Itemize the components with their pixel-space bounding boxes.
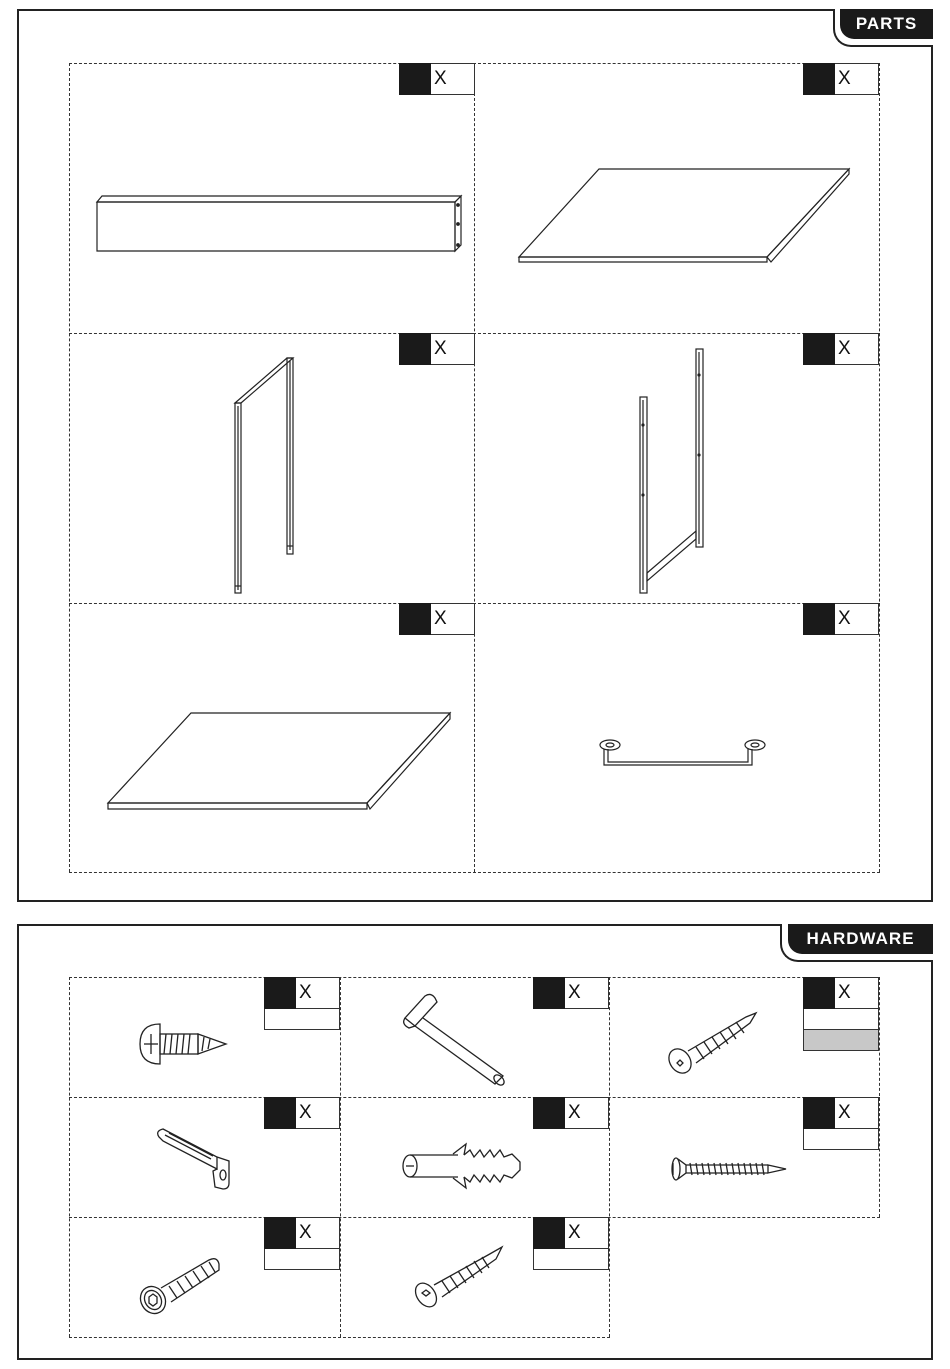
hanging-rail-illustration <box>590 735 775 775</box>
qty-fill <box>803 63 835 95</box>
grid-line <box>609 977 610 1337</box>
qty-mark: X <box>835 333 879 365</box>
grid-line <box>69 1337 610 1338</box>
grid-line <box>340 977 341 1337</box>
qty-mark: X <box>565 1097 609 1129</box>
wood-screw-icon <box>412 1243 507 1318</box>
qty-box-hw-7 <box>264 1217 340 1249</box>
grid-line <box>879 63 880 872</box>
shelf-board-illustration <box>515 165 855 270</box>
qty-count-cell <box>803 1129 879 1150</box>
qty-box-hw-2 <box>533 977 609 1009</box>
qty-mark: X <box>431 333 475 365</box>
qty-box-part-3 <box>399 333 475 365</box>
qty-box-part-5 <box>399 603 475 635</box>
qty-box-hw-4 <box>264 1097 340 1129</box>
qty-fill <box>264 977 296 1009</box>
wall-anchor-icon <box>398 1140 528 1190</box>
qty-fill <box>399 603 431 635</box>
l-bracket-icon <box>153 1125 243 1195</box>
qty-fill <box>533 977 565 1009</box>
qty-count-cell <box>803 1009 879 1030</box>
qty-box-part-1 <box>399 63 475 95</box>
qty-fill <box>399 333 431 365</box>
qty-fill <box>533 1097 565 1129</box>
countersunk-screw-icon <box>660 1005 765 1085</box>
qty-count-cell <box>264 1009 340 1030</box>
panel-illustration <box>90 190 470 260</box>
grid-line <box>474 63 475 872</box>
qty-mark: X <box>565 977 609 1009</box>
qty-box-hw-1 <box>264 977 340 1009</box>
long-screw-icon <box>668 1153 793 1188</box>
qty-fill <box>803 1097 835 1129</box>
qty-box-hw-3 <box>803 977 879 1009</box>
grid-line <box>879 977 880 1217</box>
qty-fill <box>399 63 431 95</box>
grid-line <box>69 977 880 978</box>
qty-box-hw-8 <box>533 1217 609 1249</box>
grid-line <box>69 977 70 1337</box>
qty-mark: X <box>565 1217 609 1249</box>
qty-fill <box>264 1097 296 1129</box>
qty-fill <box>803 333 835 365</box>
qty-mark: X <box>296 977 340 1009</box>
qty-count-cell-shaded <box>803 1030 879 1051</box>
qty-mark: X <box>835 603 879 635</box>
qty-fill <box>803 977 835 1009</box>
qty-fill <box>533 1217 565 1249</box>
qty-box-hw-5 <box>533 1097 609 1129</box>
truss-screw-icon <box>138 1020 233 1070</box>
qty-mark: X <box>431 63 475 95</box>
qty-mark: X <box>296 1097 340 1129</box>
qty-fill <box>803 603 835 635</box>
qty-box-hw-6 <box>803 1097 879 1129</box>
grid-line <box>69 1217 880 1218</box>
qty-fill <box>264 1217 296 1249</box>
qty-count-cell <box>264 1249 340 1270</box>
grid-line <box>69 63 70 872</box>
grid-line <box>69 872 880 873</box>
shelf-board-2-illustration <box>105 708 455 818</box>
hex-bolt-icon <box>135 1250 230 1320</box>
qty-mark: X <box>835 977 879 1009</box>
frame-left-illustration <box>225 350 305 600</box>
qty-mark: X <box>296 1217 340 1249</box>
parts-title: PARTS <box>840 9 933 39</box>
frame-right-illustration <box>630 345 720 600</box>
grid-line <box>69 1097 880 1098</box>
hardware-title: HARDWARE <box>788 924 933 954</box>
qty-count-cell <box>533 1249 609 1270</box>
qty-box-part-2 <box>803 63 879 95</box>
qty-box-part-6 <box>803 603 879 635</box>
qty-mark: X <box>835 63 879 95</box>
qty-mark: X <box>431 603 475 635</box>
qty-box-part-4 <box>803 333 879 365</box>
allen-key-icon <box>395 990 515 1090</box>
qty-mark: X <box>835 1097 879 1129</box>
